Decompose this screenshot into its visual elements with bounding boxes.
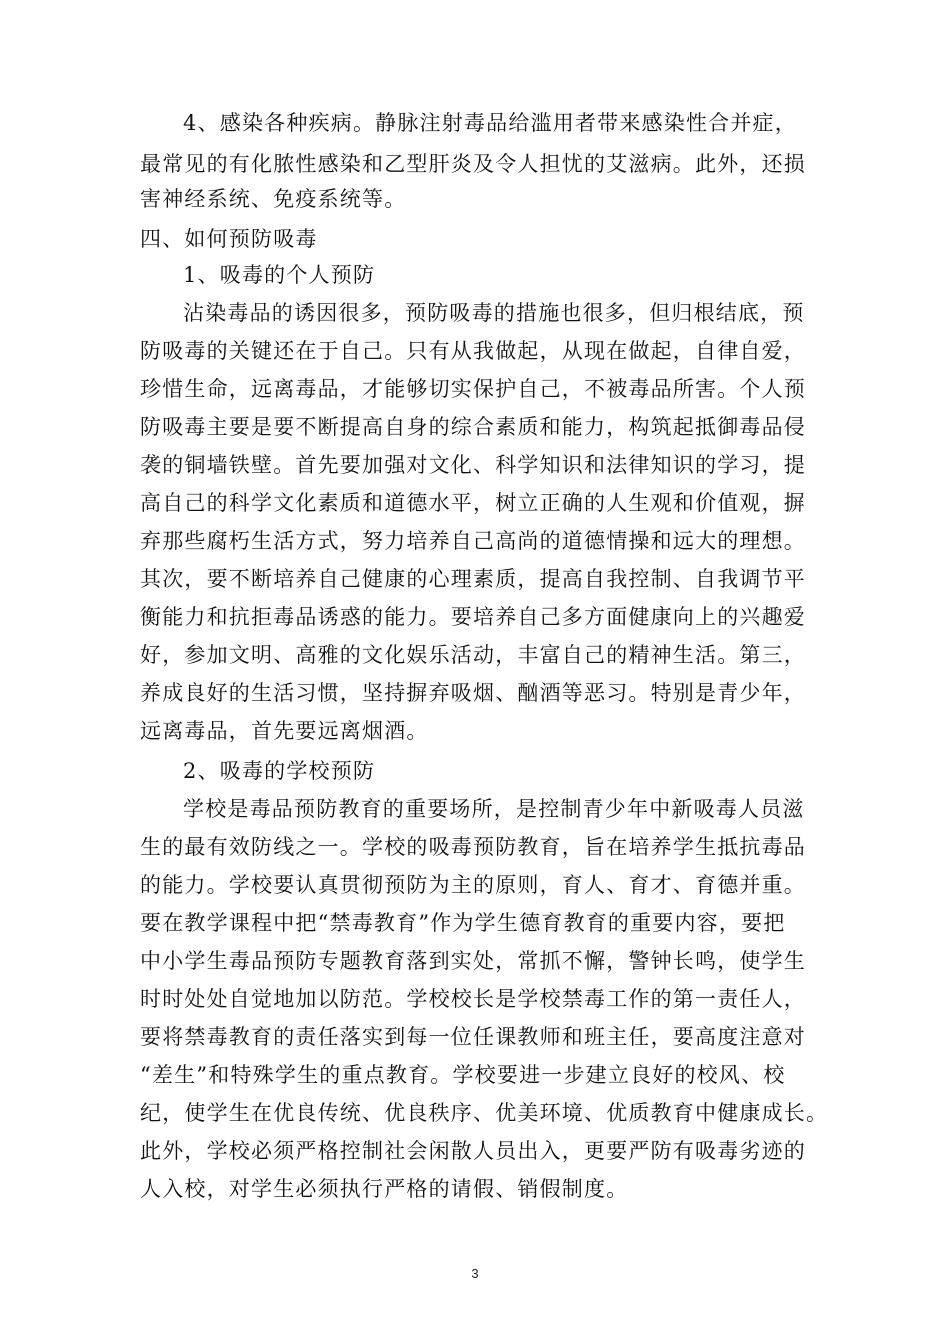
text-line: 衡能力和抗拒毒品诱惑的能力。要培养自己多方面健康向上的兴趣爱 [140,605,806,629]
text-line: 纪，使学生在优良传统、优良秩序、优美环境、优质教育中健康成长。 [140,1101,829,1125]
section-heading: 四、如何预防吸毒 [140,227,318,251]
text-line: 此外，学校必须严格控制社会闲散人员出入，更要严防有吸毒劣迹的 [140,1139,806,1163]
text-line: 珍惜生命，远离毒品，才能够切实保护自己，不被毒品所害。个人预 [140,377,806,401]
text-line: 弃那些腐朽生活方式，努力培养自己高尚的道德情操和远大的理想。 [140,529,806,553]
text-line: 远离毒品，首先要远离烟酒。 [140,719,429,743]
text-line: 人入校，对学生必须执行严格的请假、销假制度。 [140,1177,629,1201]
subsection-heading: 1、吸毒的个人预防 [183,263,376,287]
text-line: 养成良好的生活习惯，坚持摒弃吸烟、酗酒等恶习。特别是青少年， [140,681,806,705]
text-line: 防吸毒主要是要不断提高自身的综合素质和能力，构筑起抵御毒品侵 [140,415,806,439]
text-line: 沾染毒品的诱因很多，预防吸毒的措施也很多，但归根结底，预 [183,301,805,325]
text-line: 防吸毒的关键还在于自己。只有从我做起，从现在做起，自律自爱， [140,339,806,363]
text-line: 4、感染各种疾病。静脉注射毒品给滥用者带来感染性合并症， [183,111,797,135]
text-line: 要将禁毒教育的责任落实到每一位任课教师和班主任，要高度注意对 [140,1025,806,1049]
text-line: 袭的铜墙铁壁。首先要加强对文化、科学知识和法律知识的学习，提 [140,453,806,477]
text-line: 生的最有效防线之一。学校的吸毒预防教育，旨在培养学生抵抗毒品 [140,835,806,859]
text-line: “差生”和特殊学生的重点教育。学校要进一步建立良好的校风、校 [140,1063,786,1087]
text-line: 其次，要不断培养自己健康的心理素质，提高自我控制、自我调节平 [140,567,806,591]
page-number: 3 [471,1266,479,1281]
text-line: 好，参加文明、高雅的文化娱乐活动，丰富自己的精神生活。第三， [140,643,806,667]
text-line: 学校是毒品预防教育的重要场所，是控制青少年中新吸毒人员滋 [183,797,805,821]
text-line: 的能力。学校要认真贯彻预防为主的原则，育人、育才、育德并重。 [140,873,806,897]
text-line: 最常见的有化脓性感染和乙型肝炎及令人担忧的艾滋病。此外，还损 [140,152,806,176]
text-line: 害神经系统、免疫系统等。 [140,187,407,211]
text-line: 高自己的科学文化素质和道德水平，树立正确的人生观和价值观，摒 [140,491,806,515]
text-line: 中小学生毒品预防专题教育落到实处，常抓不懈，警钟长鸣，使学生 [140,949,806,973]
subsection-heading: 2、吸毒的学校预防 [183,759,376,783]
text-line: 要在教学课程中把“禁毒教育”作为学生德育教育的重要内容，要把 [140,911,786,935]
text-line: 时时处处自觉地加以防范。学校校长是学校禁毒工作的第一责任人， [140,987,806,1011]
